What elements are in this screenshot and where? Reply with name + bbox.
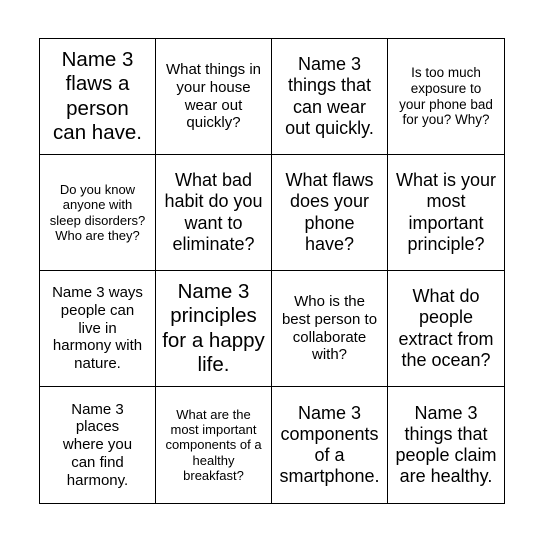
cell-text: Name 3 flaws a person can have. — [53, 48, 142, 144]
cell-text: Name 3 things that people claim are healthy. — [395, 402, 497, 487]
bingo-cell[interactable] — [40, 271, 156, 387]
cell-text: Name 3 places where you can find harmony. — [62, 400, 133, 489]
bingo-cell[interactable] — [388, 271, 504, 387]
bingo-cell[interactable] — [40, 387, 156, 503]
cell-text: What flaws does your phone have? — [285, 170, 374, 254]
bingo-cell[interactable] — [156, 271, 272, 387]
cell-text: Do you know anyone with sleep disorders? Who are they? — [49, 181, 146, 243]
bingo-cell[interactable] — [156, 387, 272, 503]
cell-text: What are the most important components of a healthy breakfast? — [165, 406, 262, 483]
cell-text: Name 3 things that can wear out quickly. — [285, 54, 374, 138]
cell-text: What things in your house wear out quickly? — [165, 61, 262, 132]
bingo-board — [39, 38, 505, 504]
cell-text: Name 3 ways people can live in harmony with nature. — [52, 284, 143, 373]
cell-text: Is too much exposure to your phone bad for you? Why? — [399, 64, 493, 128]
bingo-cell[interactable] — [40, 39, 156, 155]
bingo-cell[interactable] — [272, 39, 388, 155]
bingo-cell[interactable] — [272, 387, 388, 503]
bingo-cell[interactable] — [272, 271, 388, 387]
bingo-cell[interactable] — [388, 39, 504, 155]
bingo-cell[interactable] — [388, 155, 504, 271]
cell-text: What is your most important principle? — [395, 170, 497, 254]
cell-text: What bad habit do you want to eliminate? — [164, 170, 263, 254]
cell-text: Name 3 principles for a happy life. — [162, 280, 265, 376]
bingo-cell[interactable] — [40, 155, 156, 271]
cell-text: What do people extract from the ocean? — [398, 286, 494, 370]
bingo-cell[interactable] — [272, 155, 388, 271]
bingo-cell[interactable] — [156, 155, 272, 271]
bingo-cell[interactable] — [388, 387, 504, 503]
cell-text: Who is the best person to collaborate with? — [281, 293, 378, 364]
bingo-cell[interactable] — [156, 39, 272, 155]
cell-text: Name 3 components of a smartphone. — [279, 402, 380, 487]
